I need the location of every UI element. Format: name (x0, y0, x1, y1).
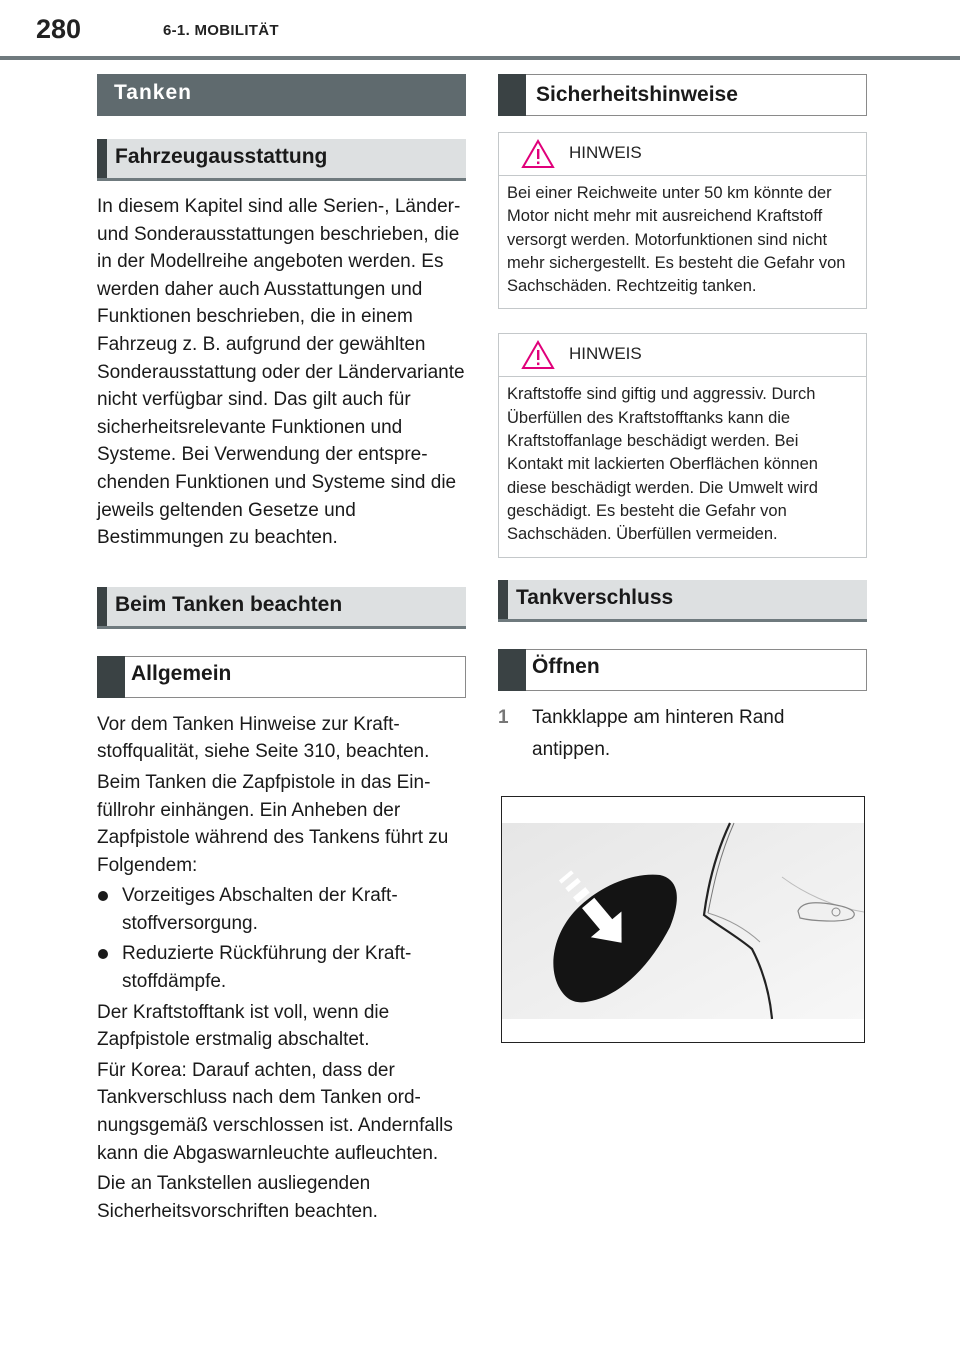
body-paragraph: Die an Tankstellen ausliegenden Sicherheitsvorschriften beachten. (97, 1173, 378, 1222)
instruction-step (498, 702, 867, 766)
notice-header (499, 133, 866, 176)
section-heading-label: Tanken (114, 81, 192, 104)
list-item (97, 940, 466, 995)
fuel-flap-figure (501, 796, 865, 1043)
heading-accent-bar (498, 74, 526, 116)
heading-accent-bar (97, 139, 107, 178)
equipment-paragraph: In diesem Kapitel sind alle Serien-, Länder- und Sonderausstattungen beschrieben, die in der Modellreihe angeboten werden. Es werden daher auch Ausstattungen und Funktionen beschrieben, die in einem Fahrzeug z. B. aufgrund der gewählten Sonderausstattung oder der Ländervariante nicht verfügbar sind. Das gilt auch für sicherheitsrelevante Funktionen und Systeme. Bei Verwendung der entsprechenden Funktionen und Systeme sind die jeweils geltenden Gesetze und Bestimmungen zu beachten. (97, 196, 465, 549)
section-heading-sicherheitshinweise (498, 74, 867, 116)
notice-label: HINWEIS (569, 143, 642, 162)
list-item (97, 882, 466, 937)
body-paragraph: Der Kraftstofftank ist voll, wenn die Zapfpistole erstmalig abschaltet. (97, 1001, 390, 1051)
notice-text: Bei einer Reichweite unter 50 km könnte der Motor nicht mehr mit ausreichend Kraftstoff versorgt werden. Motorfunktionen sind nicht mehr sichergestellt. Es besteht die Gefahr von Sachschäden. Rechtzeitig tanken. (507, 184, 846, 296)
subheading-label: Allgemein (131, 661, 232, 685)
subheading-fahrzeugausstattung (97, 139, 466, 181)
page-number: 280 (36, 14, 82, 44)
body-paragraph: Vor dem Tanken Hinweise zur Kraftstoffqualität, siehe Seite 310, beachten. (97, 713, 430, 763)
heading-accent-bar (97, 656, 125, 698)
body-paragraph: Beim Tanken die Zapfpistole in das Einfüllrohr einhängen. Ein Anheben der Zapfpistole während des Tankens führt zu Folgendem: (97, 771, 449, 876)
subheading-allgemein (97, 656, 466, 698)
body-paragraph: Für Korea: Darauf achten, dass der Tankverschluss nach dem Tanken ordnungsgemäß verschlossen ist. Andernfalls kann die Abgaswarnleuchte aufleuchten. (97, 1059, 453, 1164)
left-column (97, 74, 466, 1225)
bullet-icon (98, 949, 108, 959)
section-heading-tankverschluss (498, 580, 867, 622)
notice-box (498, 132, 867, 309)
subheading-label: Beim Tanken beachten (115, 592, 343, 616)
list-item-text: Reduzierte Rückführung der Kraftstoffdämpfe. (122, 943, 412, 993)
step-number: 1 (498, 706, 509, 728)
section-heading-label: Tankverschluss (516, 585, 674, 609)
subheading-beim-tanken (97, 587, 466, 629)
subheading-label: Fahrzeugausstattung (115, 145, 328, 168)
bullet-icon (98, 891, 108, 901)
heading-accent-bar (498, 649, 526, 691)
warning-triangle-icon (521, 139, 555, 169)
fuel-flap-illustration (502, 797, 864, 1042)
notice-box (498, 333, 867, 557)
step-text: Tankklappe am hinteren Rand antippen. (532, 706, 785, 760)
header-divider (0, 56, 960, 60)
chapter-title: 6-1. MOBILITÄT (163, 22, 279, 39)
page-header (0, 0, 960, 60)
notice-header (499, 334, 866, 377)
notice-label: HINWEIS (569, 344, 642, 364)
list-item-text: Vorzeitiges Abschalten der Kraftstoffversorgung. (122, 885, 398, 934)
right-column (498, 74, 867, 766)
subheading-label: Öffnen (532, 654, 600, 678)
heading-accent-bar (498, 580, 508, 619)
subheading-oeffnen (498, 649, 867, 691)
warning-triangle-icon (521, 340, 555, 370)
section-heading-label: Sicherheitshinweise (536, 83, 738, 106)
section-heading-tanken (97, 74, 466, 116)
notice-text: Kraftstoffe sind giftig und aggressiv. Durch Überfüllen des Kraftstofftanks kann die Kraftstoffanlage beschädigt werden. Bei Kontakt mit lackierten Oberflächen können diese beschädigt werden. Die Umwelt wird geschädigt. Es besteht die Gefahr von Sachschäden. Überfüllen vermeiden. (507, 385, 818, 544)
heading-accent-bar (97, 587, 107, 626)
